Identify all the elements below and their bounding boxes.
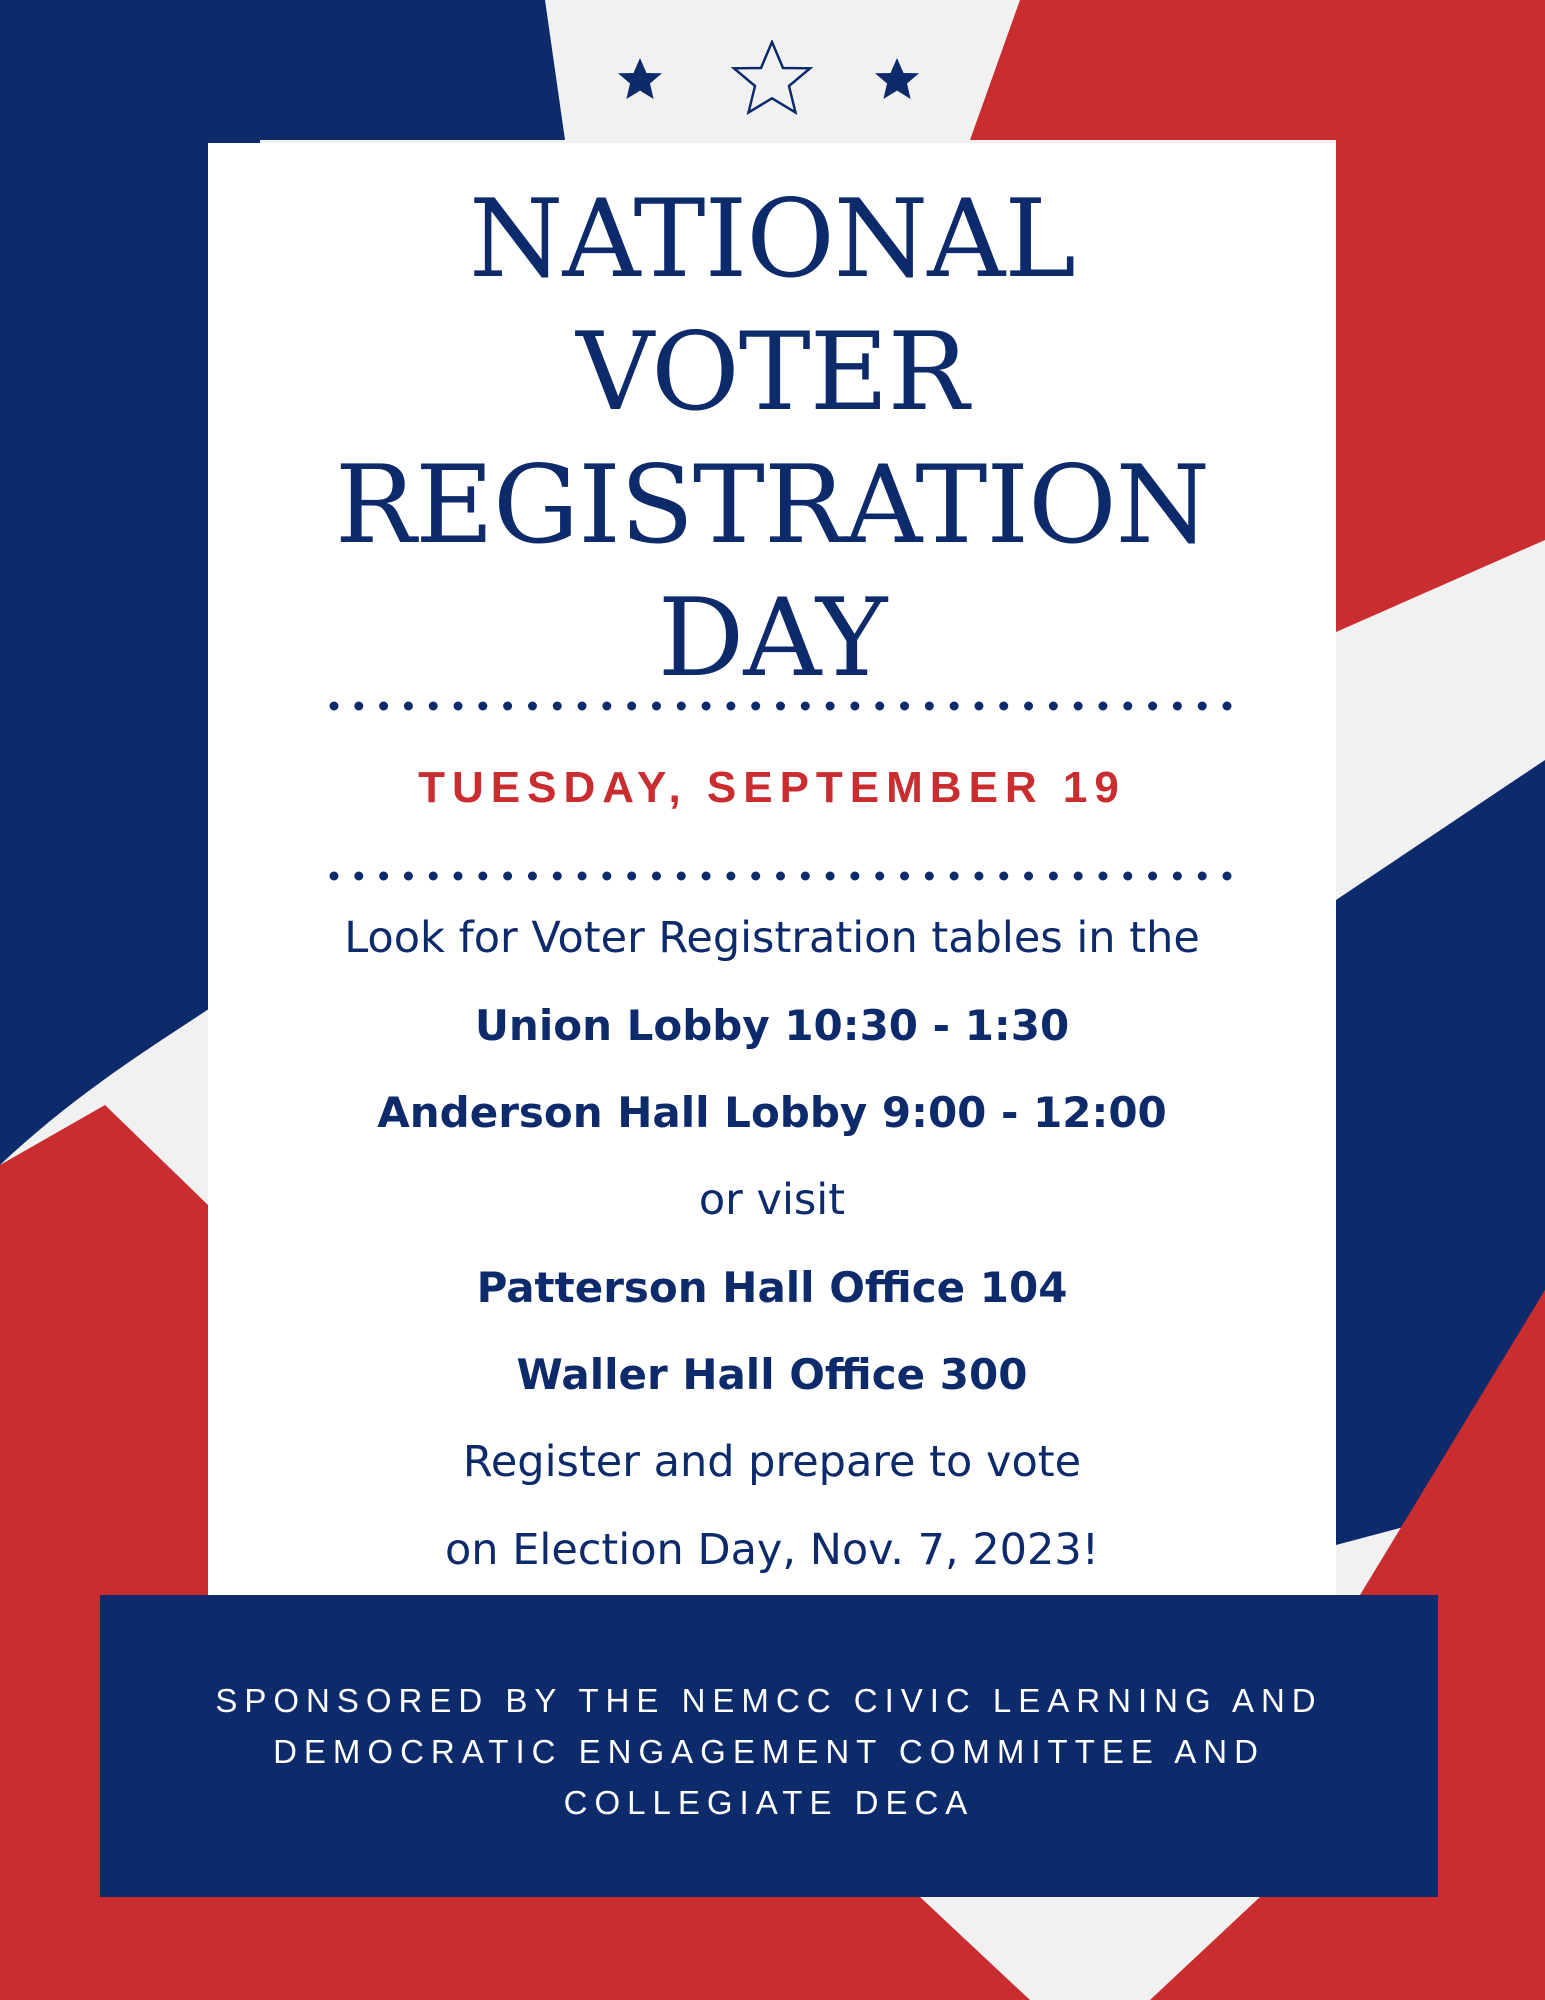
divider-dot [404, 872, 413, 881]
divider-dot [801, 702, 810, 711]
divider-dot [404, 702, 413, 711]
divider-dot [1148, 702, 1157, 711]
divider-dot [801, 872, 810, 881]
divider-dot [379, 872, 388, 881]
divider-dot [776, 872, 785, 881]
divider-dot [726, 872, 735, 881]
divider-dot [379, 702, 388, 711]
divider-dot [354, 702, 363, 711]
divider-dot [503, 872, 512, 881]
divider-dot [627, 872, 636, 881]
divider-dot [602, 872, 611, 881]
divider-dot [578, 702, 587, 711]
divider-dot [478, 872, 487, 881]
divider-dot [677, 872, 686, 881]
office-patterson: Patterson Hall Office 104 [476, 1263, 1068, 1312]
divider-dot [1198, 872, 1207, 881]
divider-dot [478, 702, 487, 711]
sponsor-line: DEMOCRATIC ENGAGEMENT COMMITTEE AND [273, 1733, 1265, 1770]
or-visit-text: or visit [698, 1175, 846, 1225]
title-line: VOTER [576, 310, 968, 435]
event-title [208, 173, 1336, 705]
divider-dot [454, 872, 463, 881]
divider-dot [553, 872, 562, 881]
divider-dot [1198, 702, 1207, 711]
divider-dot [850, 872, 859, 881]
location-union: Union Lobby 10:30 - 1:30 [474, 1001, 1070, 1050]
closing-line-2: on Election Day, Nov. 7, 2023! [444, 1525, 1099, 1575]
dotted-divider-top [328, 700, 1233, 712]
divider-dot [875, 702, 884, 711]
title-line: REGISTRATION [334, 443, 1210, 568]
divider-dot [900, 702, 909, 711]
divider-dot [1049, 872, 1058, 881]
divider-dot [1173, 702, 1182, 711]
title-line: DAY [657, 576, 887, 701]
divider-dot [677, 702, 686, 711]
divider-dot [354, 872, 363, 881]
divider-dot [1098, 702, 1107, 711]
divider-dot [751, 702, 760, 711]
event-date: TUESDAY, SEPTEMBER 19 [418, 763, 1126, 812]
divider-dot [1098, 872, 1107, 881]
divider-dot [528, 702, 537, 711]
divider-dot [702, 702, 711, 711]
stars-decoration [600, 40, 930, 130]
divider-dot [1049, 702, 1058, 711]
divider-dot [875, 872, 884, 881]
divider-dot [900, 872, 909, 881]
divider-dot [850, 702, 859, 711]
sponsor-line: COLLEGIATE DECA [563, 1784, 975, 1821]
divider-dot [974, 872, 983, 881]
divider-dot [925, 702, 934, 711]
divider-dot [1223, 702, 1232, 711]
divider-dot [330, 702, 339, 711]
divider-dot [1074, 702, 1083, 711]
divider-dot [826, 702, 835, 711]
divider-dot [925, 872, 934, 881]
sponsor-line: SPONSORED BY THE NEMCC CIVIC LEARNING AND [215, 1682, 1323, 1719]
office-waller: Waller Hall Office 300 [516, 1350, 1028, 1399]
divider-dot [454, 702, 463, 711]
outline-star-icon [734, 42, 810, 113]
divider-dot [751, 872, 760, 881]
divider-dot [553, 702, 562, 711]
divider-dot [999, 702, 1008, 711]
filled-star-icon [875, 58, 919, 99]
sponsor-banner [100, 1595, 1438, 1897]
divider-dot [702, 872, 711, 881]
title-line: NATIONAL [468, 177, 1076, 302]
divider-dot [429, 702, 438, 711]
divider-dot [1123, 872, 1132, 881]
divider-dot [1024, 872, 1033, 881]
divider-dot [1148, 872, 1157, 881]
divider-dot [950, 702, 959, 711]
divider-dot [627, 702, 636, 711]
divider-dot [578, 872, 587, 881]
flyer-card [208, 143, 1336, 1600]
divider-dot [1173, 872, 1182, 881]
filled-star-icon [618, 58, 662, 99]
divider-dot [1024, 702, 1033, 711]
divider-dot [974, 702, 983, 711]
divider-dot [826, 872, 835, 881]
divider-dot [1074, 872, 1083, 881]
divider-dot [330, 872, 339, 881]
divider-dot [950, 872, 959, 881]
divider-dot [726, 702, 735, 711]
location-anderson: Anderson Hall Lobby 9:00 - 12:00 [377, 1088, 1167, 1137]
divider-dot [429, 872, 438, 881]
divider-dot [1223, 872, 1232, 881]
sponsor-text [100, 1675, 1438, 1828]
divider-dot [999, 872, 1008, 881]
divider-dot [652, 702, 661, 711]
divider-dot [602, 702, 611, 711]
dotted-divider-bottom [328, 870, 1233, 882]
divider-dot [776, 702, 785, 711]
closing-line-1: Register and prepare to vote [462, 1437, 1082, 1487]
divider-dot [1123, 702, 1132, 711]
intro-text: Look for Voter Registration tables in the [344, 913, 1200, 963]
divider-dot [528, 872, 537, 881]
divider-dot [503, 702, 512, 711]
divider-dot [652, 872, 661, 881]
